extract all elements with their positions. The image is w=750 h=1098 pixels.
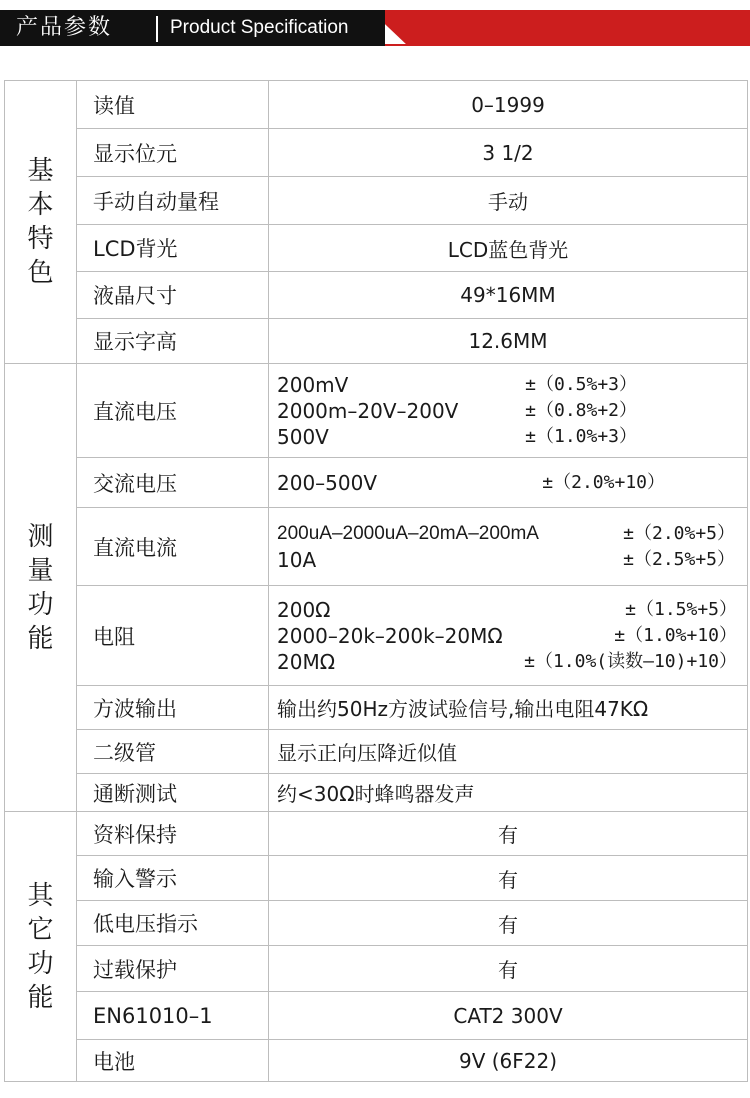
header-banner [0, 10, 750, 46]
banner-red-line [385, 44, 750, 46]
table-row [5, 992, 748, 1040]
banner-red-stripe [370, 10, 750, 46]
table-row [5, 812, 748, 856]
table-row [5, 774, 748, 812]
row-value: 200uA–2000uA–20mA–200mA ±（2.0%+5） 10A ±（2.5%+5） [269, 508, 748, 586]
row-name: 直流电压 [77, 364, 269, 458]
row-name: 低电压指示 [77, 901, 269, 946]
header-title-en: Product Specification [170, 17, 349, 38]
row-name: 过载保护 [77, 946, 269, 992]
row-value: 12.6MM [269, 319, 748, 364]
row-value: LCD蓝色背光 [269, 225, 748, 272]
row-name: EN61010–1 [77, 992, 269, 1040]
table-row [5, 225, 748, 272]
table-row [5, 458, 748, 508]
row-name: 二级管 [77, 730, 269, 774]
header-title-cn: 产品参数 [16, 15, 113, 40]
table-row [5, 586, 748, 686]
row-name: 显示字高 [77, 319, 269, 364]
table-row [5, 272, 748, 319]
row-value: 输出约50Hz方波试验信号,输出电阻47KΩ [269, 686, 748, 730]
table-row [5, 730, 748, 774]
category-basic: 基本特色 [5, 81, 77, 364]
table-row [5, 508, 748, 586]
row-name: 读值 [77, 81, 269, 129]
row-value: 3 1/2 [269, 129, 748, 177]
table-row [5, 319, 748, 364]
row-name: 电池 [77, 1040, 269, 1082]
row-name: 方波输出 [77, 686, 269, 730]
category-measure: 测量功能 [5, 364, 77, 812]
spec-table [4, 80, 748, 1082]
table-row [5, 177, 748, 225]
row-value: 约<30Ω时蜂鸣器发声 [269, 774, 748, 812]
row-value: 手动 [269, 177, 748, 225]
row-name: 资料保持 [77, 812, 269, 856]
table-row [5, 81, 748, 129]
row-name: 直流电流 [77, 508, 269, 586]
table-row [5, 946, 748, 992]
row-value: 200mV ±（0.5%+3） 2000m–20V–200V ±（0.8%+2） 500V ±（1.0%+3） [269, 364, 748, 458]
row-value: 0–1999 [269, 81, 748, 129]
category-other: 其它功能 [5, 812, 77, 1082]
row-value: 显示正向压降近似值 [269, 730, 748, 774]
row-value: CAT2 300V [269, 992, 748, 1040]
table-row [5, 364, 748, 458]
row-value: 有 [269, 901, 748, 946]
row-name: 手动自动量程 [77, 177, 269, 225]
header-separator [156, 16, 158, 42]
row-value: 有 [269, 856, 748, 901]
table-row [5, 901, 748, 946]
row-value: 9V (6F22) [269, 1040, 748, 1082]
table-row [5, 856, 748, 901]
table-row [5, 1040, 748, 1082]
row-name: 电阻 [77, 586, 269, 686]
row-name: 显示位元 [77, 129, 269, 177]
row-value: 200–500V ±（2.0%+10） [269, 458, 748, 508]
row-name: 交流电压 [77, 458, 269, 508]
row-value: 有 [269, 812, 748, 856]
table-row [5, 129, 748, 177]
row-name: LCD背光 [77, 225, 269, 272]
row-value: 200Ω ±（1.5%+5） 2000–20k–200k–20MΩ ±（1.0%+10） 20MΩ ±（1.0%(读数–10)+10） [269, 586, 748, 686]
row-name: 输入警示 [77, 856, 269, 901]
row-name: 液晶尺寸 [77, 272, 269, 319]
table-row [5, 686, 748, 730]
row-name: 通断测试 [77, 774, 269, 812]
row-value: 49*16MM [269, 272, 748, 319]
row-value: 有 [269, 946, 748, 992]
